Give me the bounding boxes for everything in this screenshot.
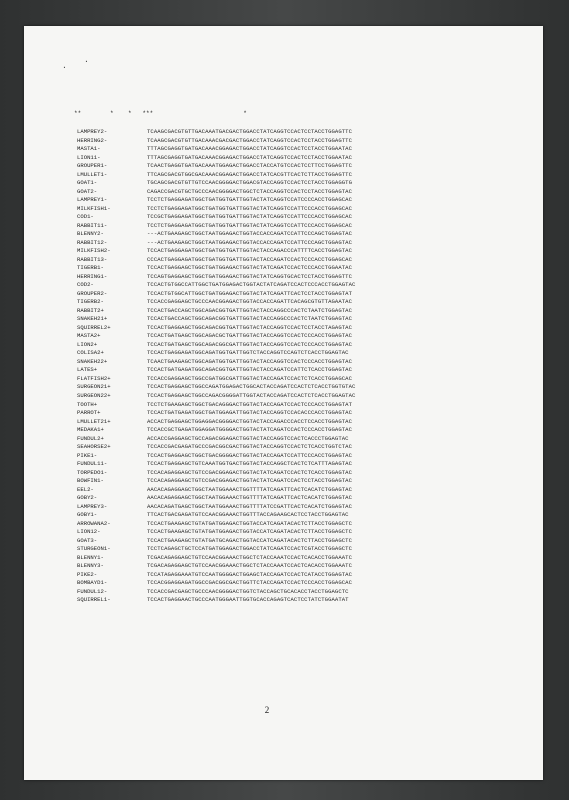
sequence-name: TOOTH+ (77, 400, 98, 408)
stray-mark: . (84, 56, 89, 65)
sequence-name: LION11- (77, 153, 101, 161)
alignment-row (77, 443, 417, 452)
sequence-string: TCCACTGATGAGATGGCTGATGGAGATTGGTACTACCAGGTCCACACCCACCTGGAGTAC (147, 409, 353, 417)
sequence-string: TTCAGCGACGTGGCGACAAACGGAGACTGGACCTATCACGTTCACTCTTACCTGGAGTTC (147, 170, 353, 178)
sequence-string: TCCACTGAGGAGCTGTCAAATGGTGACTGGTACTACCAGGCTCACTCTCATTTAGAGTAC (147, 460, 353, 468)
sequence-name: LION2+ (77, 340, 98, 348)
sequence-string: TTTAGCGAGGTGATGACAAACGGAGACTGGACCTATCAGGTCCACTCCTACCTGGAATAC (147, 153, 353, 161)
alignment-row (77, 349, 417, 358)
sequence-name: FLATFISH2+ (77, 374, 111, 382)
sequence-name: SEAHORSE2+ (77, 443, 111, 451)
alignment-row (77, 588, 417, 597)
sequence-string: TCCACTGAGGAGCTGGCAGACGGTGATTGGTACTACCAGGTCCACTCCTACCTAGAGTAC (147, 323, 353, 331)
alignment-row (77, 188, 417, 197)
alignment-row (77, 332, 417, 341)
sequence-name: FUNDUL2+ (77, 434, 104, 442)
sequence-name: SURGEON21+ (77, 383, 111, 391)
sequence-string: TCCACTGATGAGCTGGCAGACGCTGATTGGTACTACCAGGTCCACTCCCACCTGGAGTAC (147, 332, 353, 340)
alignment-row (77, 171, 417, 180)
sequence-string: TCCTCTGAAGAGCTGGCTGACAGGGACTGGTACTACCAGATCCACTCCCACCTGGAGTAT (147, 400, 353, 408)
alignment-row (77, 264, 417, 273)
sequence-string: TTTAGCGAGGTGATGACAAACGGAGACTGGACCTATCAGGTCCACTCCTACCTGGAATAC (147, 145, 353, 153)
sequence-string: TCCACTGATGAGATGGCAGACGGTGATTGGTACTACCAGATCCATTCTCACCTGGAGTAC (147, 366, 353, 374)
sequence-name: LATES+ (77, 366, 98, 374)
alignment-row (77, 366, 417, 375)
sequence-string: TCCACCGAGGAGCTGCCCAACGGAGACTGGTACCACCAGATTCACAGCGTGTTAGAATAC (147, 298, 353, 306)
alignment-row (77, 145, 417, 154)
sequence-string: CAGACCGACGTGCTGCCCAACGGGGACTGGCTCTACCAGGTCCACTCCTACCTGGAGTAC (147, 187, 353, 195)
alignment-row (77, 324, 417, 333)
sequence-string: ACCACCGAGGAGCTGCCAGACGGAGACTGGTACTACCAGGTCCACTCACCCTGGAGTAC (147, 434, 349, 442)
alignment-row (77, 307, 417, 316)
sequence-string: TCCTCTGAGGAGATGGCTGATGGTGATTGGTACTATCAGGTCCATTCCCACCTGGAGCAC (147, 204, 353, 212)
sequence-name: BOWFIN1- (77, 477, 104, 485)
alignment-row (77, 528, 417, 537)
sequence-string: TCCACTGACCAGCTGGCAGACGGTGATTGGTACTACCAGGCCCACTCTAATCTGGAGTAC (147, 306, 353, 314)
sequence-name: RABBIT13- (77, 255, 108, 263)
sequence-string: TCAACTGAGGTGATGACAAATGGAGACTGGACCTACCATGTCCACTCCTTCCTGGAGTTC (147, 162, 353, 170)
sequence-name: RABBIT12- (77, 238, 108, 246)
sequence-string: TCCACCGACGAGCTGCCCAACGGGGACTGGTCTACCAGCTGCACACCTACCTGGAGCTC (147, 587, 349, 595)
alignment-row (77, 205, 417, 214)
sequence-string: TCCATAGAGGAAATGTCCAATGGGGACTGGAGCTACCAGATCCACTCATACCTGGAGTAC (147, 570, 353, 578)
sequence-string: TCGACAGAGGAGCTGTCCAACGGAAACTGGCTCTACCAAATCCACTCACACCTGGAAATC (147, 553, 353, 561)
sequence-string: TCCACTGAGGAGATGGCAGATGGTGATTGGTCTACCAGGTCCAGTCTCACCTGGAGTAC (147, 349, 349, 357)
alignment-row (77, 401, 417, 410)
sequence-name: LAMPREY1- (77, 196, 108, 204)
stray-mark: . (62, 62, 67, 71)
sequence-string: TCCAGTGAGGAGCTGGCTGATGGAGACTGGTACTATCAGGTGCACTCCTACCTGGAGTTC (147, 272, 353, 280)
sequence-string: TTCACTGACGAGATGTCCAACGGAAACTGGTTTACCAGAAGCACTCCTACCTGGAGTAC (147, 511, 349, 519)
alignment-row (77, 239, 417, 248)
alignment-row (77, 545, 417, 554)
sequence-string: TCCTCAGAGCTGCTCCATGATGGAGACTGGACCTATCAGATCCACTCGTACCTGGAGCTC (147, 545, 353, 553)
alignment-row (77, 179, 417, 188)
sequence-name: BLENNY3- (77, 562, 104, 570)
sequence-name: COD1- (77, 213, 94, 221)
sequence-name: TIGERB2- (77, 298, 104, 306)
sequence-string: TCCTCTGAGGAGATGGCTGATGGTGATTGGTACTATCAGGTCCATTCCCACCTGGAGCAC (147, 221, 353, 229)
alignment-row (77, 281, 417, 290)
alignment-row (77, 537, 417, 546)
sequence-string: TCCACTGAAGAGCTGTATGATGGAGACTGGTACCATCAGATACACTCTTACCTGGAGCTC (147, 519, 353, 527)
sequence-name: LAMPREY3- (77, 502, 108, 510)
alignment-row (77, 230, 417, 239)
sequence-string: CCCACTGAGGAGATGGCTGATGGTGATTGGTACTACCAGATCCACTCCCACCTGGAGCAC (147, 255, 353, 263)
alignment-row (77, 383, 417, 392)
sequence-name: RABBIT11- (77, 221, 108, 229)
sequence-string: TCCACTGAGGAGCTGGCCAGACGGGGATTGGTACTACCAGATCCACTCTCACCTGGAGTAC (147, 391, 356, 399)
alignment-row (77, 596, 417, 605)
sequence-string: TCCACAGAGGAGCTGTCCGACGGAGACTGGTACTATCAGATCCACTCCTACCTGGAGTAC (147, 477, 353, 485)
alignment-row (77, 426, 417, 435)
alignment-row (77, 579, 417, 588)
sequence-name: BLENNY2- (77, 230, 104, 238)
alignment-row (77, 554, 417, 563)
alignment-row (77, 128, 417, 137)
sequence-name: SQUIRREL1- (77, 596, 111, 604)
sequence-name: MASTA2+ (77, 332, 101, 340)
alignment-row (77, 256, 417, 265)
alignment-row (77, 341, 417, 350)
alignment-row (77, 435, 417, 444)
alignment-row (77, 494, 417, 503)
alignment-row (77, 452, 417, 461)
alignment-row (77, 511, 417, 520)
alignment-row (77, 162, 417, 171)
alignment-row (77, 460, 417, 469)
sequence-name: TORPEDO1- (77, 468, 108, 476)
sequence-string: TCCGCTGAGGAGATGGCTGATGGTGATTGGTACTATCAGGTCCATTCCCACCTGGAGCAC (147, 213, 353, 221)
sequence-string: TCCACTGACCAGCTGGCAGACGGTGATTGGTACTACCAGGCCCACTCTAATCTGGAGTAC (147, 315, 353, 323)
sequence-name: PARROT+ (77, 409, 101, 417)
sequence-string: TCCACTGAGGAGATGGCTGATGGTGATTGGTACTACCAGACCCATTTTCACCTGGAGTAC (147, 247, 353, 255)
sequence-string: TCCACCGAGGAGCTGGCCGATGGCGATTGGTACTACCAGATCCACTCTCACCTGGAGCAC (147, 374, 353, 382)
sequence-string: TCCACAGAGGAGCTGTCCGACGGAGACTGGTACTATCAGATCCACTCTCACCTGGAGTAC (147, 468, 353, 476)
alignment-row (77, 213, 417, 222)
sequence-name: MASTA1- (77, 145, 101, 153)
sequence-name: LION12- (77, 528, 101, 536)
sequence-name: GROUPER1- (77, 162, 108, 170)
sequence-name: LMULLET21+ (77, 417, 111, 425)
sequence-name: GOAT2- (77, 187, 98, 195)
alignment-row (77, 486, 417, 495)
conservation-markers: ** * * *** * (74, 110, 247, 117)
sequence-name: GOBY1- (77, 511, 98, 519)
sequence-name: LAMPREY2- (77, 128, 108, 135)
sequence-name: GOBY2- (77, 494, 98, 502)
sequence-name: PIKE2- (77, 570, 98, 578)
alignment-row (77, 222, 417, 231)
sequence-name: FUNDUL12- (77, 587, 108, 595)
sequence-string: ---ACTGAAGAGCTGGCTAATGGAGACTGGTACCACCAGATCCATTCCCAGCTGGAGTAC (147, 230, 353, 238)
sequence-string: TCCACTGAGGAGCTGGCTGACGGGGACTGGTACTACCAGATCCATTCCCACCTGGAGTAC (147, 451, 353, 459)
sequence-string: ---ACTGAAGAGCTGGCTAATGGAGACTGGTACCACCAGATCCATTCCCAGCTGGAGTAC (147, 238, 353, 246)
alignment-row (77, 469, 417, 478)
alignment-row (77, 273, 417, 282)
sequence-string: TCAACTGAAGAGCTGGCAGATGGTGATTGGTACTACCAGGTCCACTCCCACCTGGAGTAC (147, 357, 353, 365)
sequence-name: SURGEON22+ (77, 391, 111, 399)
alignment-row (77, 315, 417, 324)
alignment-row (77, 477, 417, 486)
sequence-name: BLENNY1- (77, 553, 104, 561)
sequence-string: TCCACGGAGGAGATGGCCGACGGCGACTGGTTCTACCAGATCCACTCCCACCTGGAGCAC (147, 579, 353, 587)
sequence-name: GROUPER2- (77, 289, 108, 297)
alignment-row (77, 418, 417, 427)
sequence-name: FUNDUL11- (77, 460, 108, 468)
sequence-name: STURGEON1- (77, 545, 111, 553)
sequence-string: ACCACTGAGGAGCTGGAGGACGGGGACTGGTACTACCAGACCCACCTCCACCTGGAGTAC (147, 417, 353, 425)
alignment-row (77, 247, 417, 256)
sequence-name: HERRING1- (77, 272, 108, 280)
alignment-row (77, 358, 417, 367)
sequence-alignment (77, 128, 417, 605)
sequence-name: GOAT3- (77, 536, 98, 544)
alignment-row (77, 562, 417, 571)
sequence-name: ARROWANA2- (77, 519, 111, 527)
sequence-string: TCCACTGTGGCATTGGCTGATGGAGACTGGTACTATCAGATTCACTCCTACCTGGAGTAT (147, 289, 353, 297)
sequence-string: TCCACTGATGAGCTGGCAGACGGCGATTGGTACTACCAGGTCCACTCCCACCTGGAGTAC (147, 340, 353, 348)
alignment-row (77, 392, 417, 401)
sequence-name: RABBIT2+ (77, 306, 104, 314)
sequence-string: TCGACAGAGGAGCTGTCCAACGGAAACTGGCTCTACCAAATCCACTCACACCTGGAAATC (147, 562, 353, 570)
sequence-string: TCCACTGAGGAGCTGGCTGATGGAGACTGGTACTATCAGATCCACTCCCACCTGGAATAC (147, 264, 353, 272)
page-number: 2 (264, 705, 270, 715)
sequence-string: TCCACCGACGAGATGCCCGACGGCGACTGGTACTACCAGGTCCACTCTCACCTGGTCTAC (147, 443, 353, 451)
sequence-name: MEDAKA1+ (77, 426, 104, 434)
sequence-name: COD2- (77, 281, 94, 289)
sequence-string: TCCACTGAGGAGCTGGCCAGATGGAGACTGGCACTACCAGATCCACTCTCACCTGGTGTAC (147, 383, 356, 391)
alignment-row (77, 375, 417, 384)
sequence-name: SNAKEH21+ (77, 315, 108, 323)
sequence-name: LMULLET1- (77, 170, 108, 178)
sequence-string: TCCACTGTGGCCATTGGCTGATGGAGACTGGTACTATCAGATCCACTCCCACCTGGAGTAC (147, 281, 356, 289)
sequence-string: AACACAGAGGAGCTGGCTAATGGAAACTGGTTTTATCAGATTCACTCACATCTGGAGTAC (147, 485, 353, 493)
sequence-name: BOMBAYD1- (77, 579, 108, 587)
sequence-name: HERRING2- (77, 136, 108, 144)
sequence-name: SQUIRREL2+ (77, 323, 111, 331)
sequence-name: PIKE1- (77, 451, 98, 459)
sequence-name: MILKFISH1- (77, 204, 111, 212)
alignment-row (77, 409, 417, 418)
sequence-string: TCCTCTGAGGAGATGGCTGATGGTGATTGGTACTATCAGGTCCATCCCCACCTGGAGCAC (147, 196, 353, 204)
alignment-row (77, 290, 417, 299)
sequence-string: AACACAGATGAGCTGGCTAATGGAAACTGGTTTTATCCGATTCACTCACATCTGGAGTAC (147, 502, 353, 510)
alignment-row (77, 196, 417, 205)
sequence-string: TCCACCGCTGAGATGGAGGATGGGGACTGGTACTATCAGATCCACTCCCACCTGGAGTAC (147, 426, 353, 434)
sequence-name: SNAKEH22+ (77, 357, 108, 365)
alignment-row (77, 137, 417, 146)
sequence-name: TIGERB1- (77, 264, 104, 272)
sequence-name: MILKFISH2- (77, 247, 111, 255)
sequence-name: COLISA2+ (77, 349, 104, 357)
alignment-row (77, 154, 417, 163)
alignment-row (77, 520, 417, 529)
sequence-string: TCCACTGAGGAACTGCCCAATGGGAATTGGTGCACCAGAGTCACTCCTATCTGGAATAT (147, 596, 349, 604)
alignment-row (77, 503, 417, 512)
sequence-string: TCCACTGAAGAGCTGTATGATGGAGACTGGTACCATCAGATACACTCTTACCTGGAGCTC (147, 528, 353, 536)
sequence-string: TCAAGCGACGTGTTGACAAATGACGACTGGACCTATCAGGTCCACTCCTACCTGGAGTTC (147, 128, 353, 135)
sequence-string: TGCAGCGACGTGTTGTCCAACGGGGACTGGACGTACCAGGTCCACTCCTACCTGGAGGTG (147, 179, 353, 187)
sequence-name: EEL2- (77, 485, 94, 493)
sequence-string: AACACAGAGGAGCTGGCTAATGGAAACTGGTTTTATCAGATTCACTCACATCTGGAGTAC (147, 494, 353, 502)
sequence-string: TCAAGCGACGTGTTGACAAACGACGACTGGACCTATCAGGTCCACTCCTACCTGGAGTTC (147, 136, 353, 144)
alignment-row (77, 298, 417, 307)
sequence-name: GOAT1- (77, 179, 98, 187)
alignment-row (77, 571, 417, 580)
sequence-string: TCCACTGAAGAGCTGTATGATGCAGACTGGTACCATCAGATACACTCTTACCTGGAGCTC (147, 536, 353, 544)
